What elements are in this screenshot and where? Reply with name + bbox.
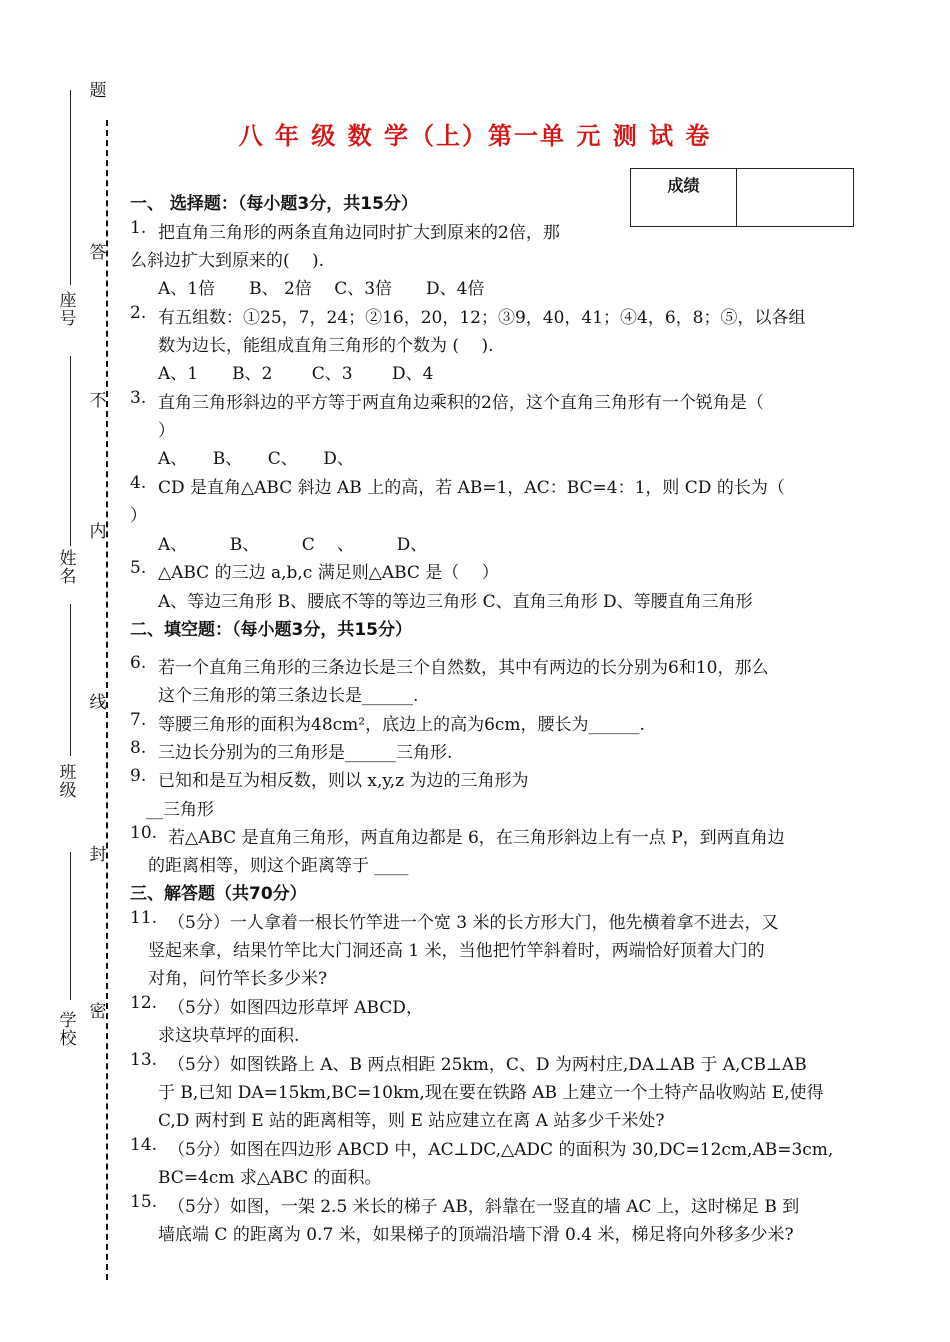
- seal-char: 答: [89, 243, 107, 263]
- question-text: 已知和是互为相反数，则以 x,y,z 为边的三角形为: [158, 771, 529, 791]
- page-title: 八 年 级 数 学（上）第一单 元 测 试 卷: [238, 122, 712, 150]
- question-text: 对角，问竹竿长多少米?: [148, 969, 328, 989]
- question-text: 于 B,已知 DA=15km,BC=10km,现在要在铁路 AB 上建立一个土特产品收购站 E,使得: [158, 1083, 824, 1103]
- question-text: 墙底端 C 的距离为 0.7 米，如果梯子的顶端沿墙下滑 0.4 米，梯足将向外移多少米?: [158, 1225, 794, 1245]
- question-text: C,D 两村到 E 站的距离相等，则 E 站应建立在离 A 站多少千米处?: [158, 1111, 665, 1131]
- question-text: 数为边长，能组成直角三角形的个数为 ( ).: [158, 336, 494, 356]
- seal-char: 线: [89, 693, 107, 713]
- class-label: 班级: [59, 763, 77, 801]
- question-number: 5.: [130, 558, 147, 578]
- question-number: 12.: [130, 993, 158, 1013]
- question-text: 么斜边扩大到原来的( ).: [130, 251, 325, 271]
- question-text: ）: [158, 421, 175, 441]
- question-text: 等腰三角形的面积为48cm²，底边上的高为6cm，腰长为______.: [158, 715, 645, 735]
- question-number: 6.: [130, 653, 147, 673]
- field-line: [70, 852, 71, 1000]
- question-text: △ABC 的三边 a,b,c 满足则△ABC 是（ ）: [158, 563, 499, 583]
- question-text: __三角形: [146, 800, 214, 820]
- section-heading: 二、填空题：（每小题3分，共15分）: [130, 620, 412, 640]
- question-text: （5分）一人拿着一根长竹竿进一个宽 3 米的长方形大门，他先横着拿不进去，又: [168, 913, 779, 933]
- question-text: CD 是直角△ABC 斜边 AB 上的高，若 AB=1，AC：BC=4：1，则 CD 的长为（: [158, 478, 785, 498]
- seal-char: 内: [89, 522, 107, 542]
- question-number: 3.: [130, 388, 147, 408]
- question-options: A、 B、 C、 D、: [158, 449, 354, 469]
- question-options: A、 B、 C 、 D、: [158, 535, 428, 555]
- section-heading: 一、 选择题：（每小题3分，共15分）: [130, 194, 418, 214]
- question-options: A、等边三角形 B、腰底不等的等边三角形 C、直角三角形 D、等腰直角三角形: [158, 592, 753, 612]
- question-text: 三边长分别为的三角形是______三角形.: [158, 743, 453, 763]
- question-number: 10.: [130, 823, 158, 843]
- question-number: 11.: [130, 908, 158, 928]
- question-number: 4.: [130, 473, 147, 493]
- seal-char: 密: [89, 1002, 107, 1022]
- score-box: [630, 168, 854, 227]
- question-text: 若一个直角三角形的三条边长是三个自然数，其中有两边的长分别为6和10，那么: [158, 658, 769, 678]
- question-number: 2.: [130, 303, 147, 323]
- question-text: 直角三角形斜边的平方等于两直角边乘积的2倍，这个直角三角形有一个锐角是（: [158, 393, 764, 413]
- seat-number-label: 座号: [59, 291, 77, 329]
- question-number: 1.: [130, 218, 147, 238]
- question-text: （5分）如图在四边形 ABCD 中，AC⊥DC,△ADC 的面积为 30,DC=12cm,AB=3cm,: [168, 1140, 834, 1160]
- question-number: 13.: [130, 1050, 158, 1070]
- question-text: 把直角三角形的两条直角边同时扩大到原来的2倍，那: [158, 223, 560, 243]
- question-number: 9.: [130, 766, 147, 786]
- question-text: BC=4cm 求△ABC 的面积。: [158, 1168, 382, 1188]
- field-line: [70, 356, 71, 546]
- question-number: 14.: [130, 1135, 158, 1155]
- score-label: 成绩: [631, 169, 737, 226]
- question-text: 竖起来拿，结果竹竿比大门洞还高 1 米，当他把竹竿斜着时，两端恰好顶着大门的: [148, 941, 765, 961]
- question-text: ）: [130, 506, 147, 526]
- school-label: 学校: [59, 1011, 77, 1049]
- question-text: 求这块草坪的面积.: [158, 1026, 300, 1046]
- question-text: 有五组数：①25，7，24；②16，20，12；③9，40，41；④4，6，8；⑤，以各组: [158, 308, 806, 328]
- question-number: 7.: [130, 710, 147, 730]
- question-text: 若△ABC 是直角三角形，两直角边都是 6，在三角形斜边上有一点 P，到两直角边: [168, 828, 785, 848]
- field-line: [70, 604, 71, 756]
- question-text: （5分）如图铁路上 A、B 两点相距 25km，C、D 为两村庄,DA⊥AB 于 A,CB⊥AB: [168, 1055, 807, 1075]
- question-text: 的距离相等，则这个距离等于 ____: [148, 856, 409, 876]
- seal-char: 题: [89, 81, 107, 101]
- seal-char: 封: [89, 845, 107, 865]
- question-text: （5分）如图，一架 2.5 米长的梯子 AB，斜靠在一竖直的墙 AC 上，这时梯足 B 到: [168, 1197, 800, 1217]
- question-options: A、1倍 B、 2倍 C、3倍 D、4倍: [158, 279, 485, 299]
- question-number: 8.: [130, 738, 147, 758]
- question-number: 15.: [130, 1192, 158, 1212]
- section-heading: 三、解答题（共70分）: [130, 884, 307, 904]
- name-label: 姓名: [59, 549, 77, 587]
- question-text: （5分）如图四边形草坪 ABCD，: [168, 998, 423, 1018]
- seal-char: 不: [89, 391, 107, 411]
- question-options: A、1 B、2 C、3 D、4: [158, 364, 434, 384]
- question-text: 这个三角形的第三条边长是______.: [158, 686, 419, 706]
